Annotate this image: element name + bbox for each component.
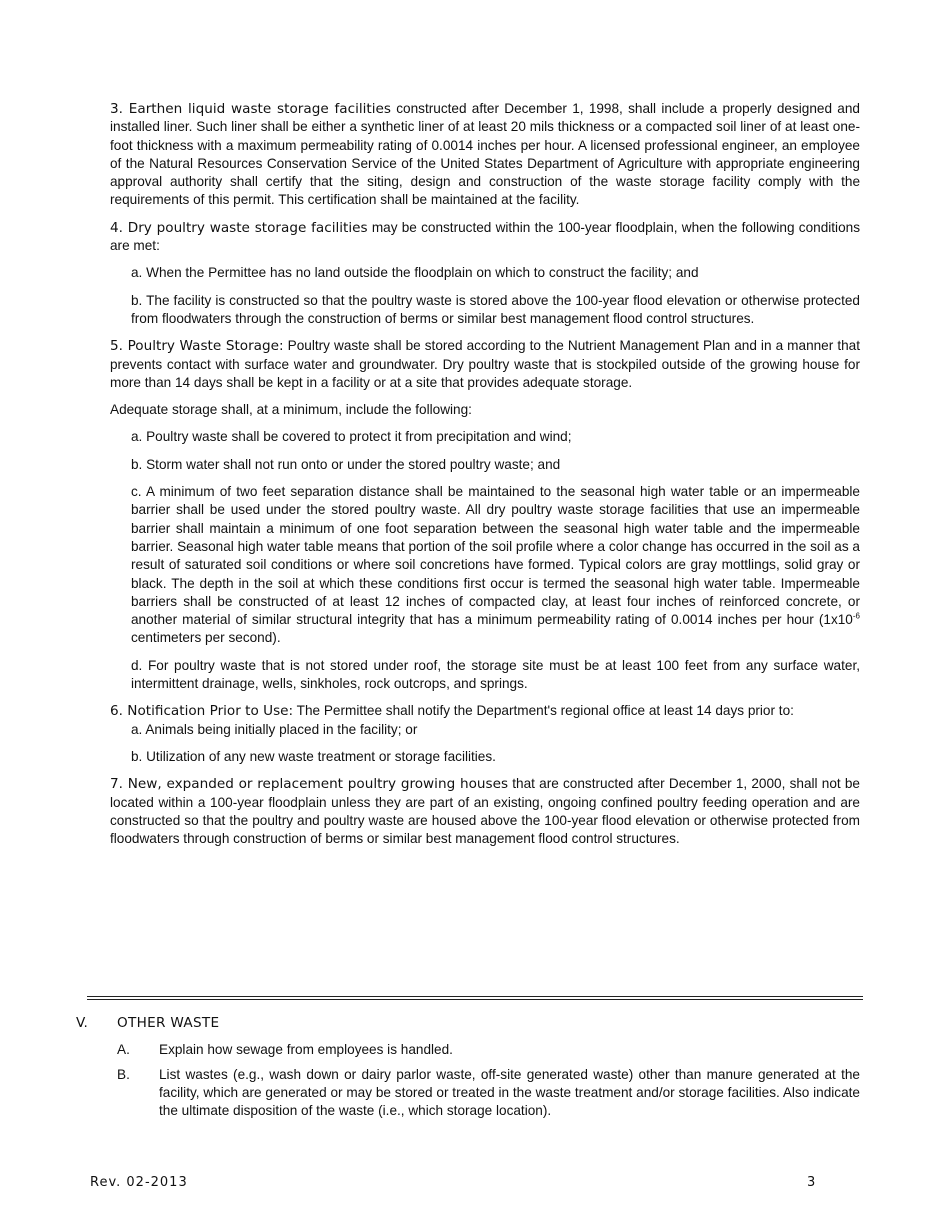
section-v <box>76 1014 866 1126</box>
paragraph-4-lead: 4. Dry poultry waste storage facilities <box>110 219 368 236</box>
paragraph-7-lead: 7. New, expanded or replacement poultry growing houses <box>110 776 509 793</box>
section-v-title: OTHER WASTE <box>117 1015 220 1031</box>
paragraph-5c-text: c. A minimum of two feet separation distance shall be maintained to the seasonal high water table or an impermeable barrier shall be used under the stored poultry waste. All dry poultry waste storage facilities that use an impermeable barrier shall maintain a minimum of one foot separation between the seasonal high water table and the impermeable barrier. Seasonal high water table means that portion of the soil profile where a color change has occurred in the soil as a result of saturated soil conditions or where soil concretions have formed. Typical colors are gray mottlings, solid gray or black. The depth in the soil at which these conditions first occur is termed the seasonal high water table. Impermeable barriers shall be constructed of at least 12 inches of compacted clay, at least four inches of reinforced concrete, or another material of similar structural integrity that has a minimum permeability rating of 0.0014 inches per hour (1x10 <box>131 484 860 628</box>
paragraph-5c-end: centimeters per second). <box>131 630 281 646</box>
item-text: Explain how sewage from employees is handled. <box>159 1042 453 1058</box>
item-letter: A. <box>117 1042 130 1058</box>
section-v-heading <box>76 1014 866 1032</box>
paragraph-4-text: may be constructed within the 100-year floodplain, when the following conditions are met: <box>110 219 860 254</box>
paragraph-5-text: Poultry waste shall be stored according to the Nutrient Management Plan and in a manner that prevents contact with surface water and groundwater. Dry poultry waste that is stockpiled outside of the growing house for more than 14 days shall be kept in a facility or at a site that provides adequate storage. <box>110 338 860 390</box>
paragraph-6-text: The Permittee shall notify the Department's regional office at least 14 days prior to: <box>293 703 794 719</box>
section-divider-top <box>87 996 863 997</box>
paragraph-5c-exponent: -6 <box>852 611 860 621</box>
item-text: List wastes (e.g., wash down or dairy parlor waste, off-site generated waste) other than manure generated at the facility, which are generated or may be stored or treated in the waste treatment and/or storage facilities. Also indicate the ultimate disposition of the waste (i.e., which storage location). <box>159 1066 860 1119</box>
paragraph-5c <box>131 483 860 648</box>
page-number: 3 <box>807 1175 816 1190</box>
paragraph-3 <box>110 100 860 210</box>
section-v-number: V. <box>76 1015 88 1031</box>
paragraph-6a: a. Animals being initially placed in the facility; or <box>131 721 418 737</box>
paragraph-5-lead: 5. Poultry Waste Storage: <box>110 338 284 355</box>
item-letter: B. <box>117 1066 130 1082</box>
section-divider-bottom <box>87 999 863 1000</box>
revision-label: Rev. 02-2013 <box>90 1175 188 1190</box>
paragraph-3-lead: 3. Earthen liquid waste storage facilities <box>110 101 391 117</box>
body-text <box>110 100 860 857</box>
paragraph-5d: d. For poultry waste that is not stored under roof, the storage site must be at least 100 feet from any surface water, intermittent drainage, wells, sinkholes, rock outcrops, and springs. <box>131 657 860 692</box>
paragraph-6b: b. Utilization of any new waste treatment or storage facilities. <box>131 748 496 764</box>
section-v-item-a <box>117 1041 866 1059</box>
paragraph-7 <box>110 775 860 848</box>
paragraph-7-text: that are constructed after December 1, 2000, shall not be located within a 100-year floodplain unless they are part of an existing, ongoing confined poultry feeding operation and are constructed so that the poultry and poultry waste are housed above the 100-year flood elevation or otherwise protected from floodwaters through construction of berms or similar best management flood control structures. <box>110 776 860 847</box>
paragraph-5-adequate: Adequate storage shall, at a minimum, include the following: <box>110 402 472 418</box>
paragraph-6-lead: 6. Notification Prior to Use: <box>110 703 294 720</box>
paragraph-4 <box>110 219 860 256</box>
paragraph-4b: b. The facility is constructed so that the poultry waste is stored above the 100-year flood elevation or otherwise protected from floodwaters through the construction of berms or similar best management flood control structures. <box>131 292 860 326</box>
paragraph-5a: a. Poultry waste shall be covered to protect it from precipitation and wind; <box>131 429 572 445</box>
paragraph-6 <box>110 702 860 720</box>
paragraph-4a: a. When the Permittee has no land outside the floodplain on which to construct the facility; and <box>131 265 699 281</box>
paragraph-5b: b. Storm water shall not run onto or under the stored poultry waste; and <box>131 456 561 472</box>
paragraph-3-text: constructed after December 1, 1998, shall include a properly designed and installed liner. Such liner shall be either a synthetic liner of at least 20 mils thickness or a compacted soil liner of at least one-foot thickness with a maximum permeability rating of 0.0014 inches per hour. A licensed professional engineer, an employee of the Natural Resources Conservation Service of the United States Department of Agriculture with appropriate engineering approval authority shall certify that the siting, design and construction of the waste storage facility comply with the requirements of this permit. This certification shall be maintained at the facility. <box>110 101 860 208</box>
section-v-item-b <box>117 1066 866 1121</box>
paragraph-5 <box>110 337 860 392</box>
